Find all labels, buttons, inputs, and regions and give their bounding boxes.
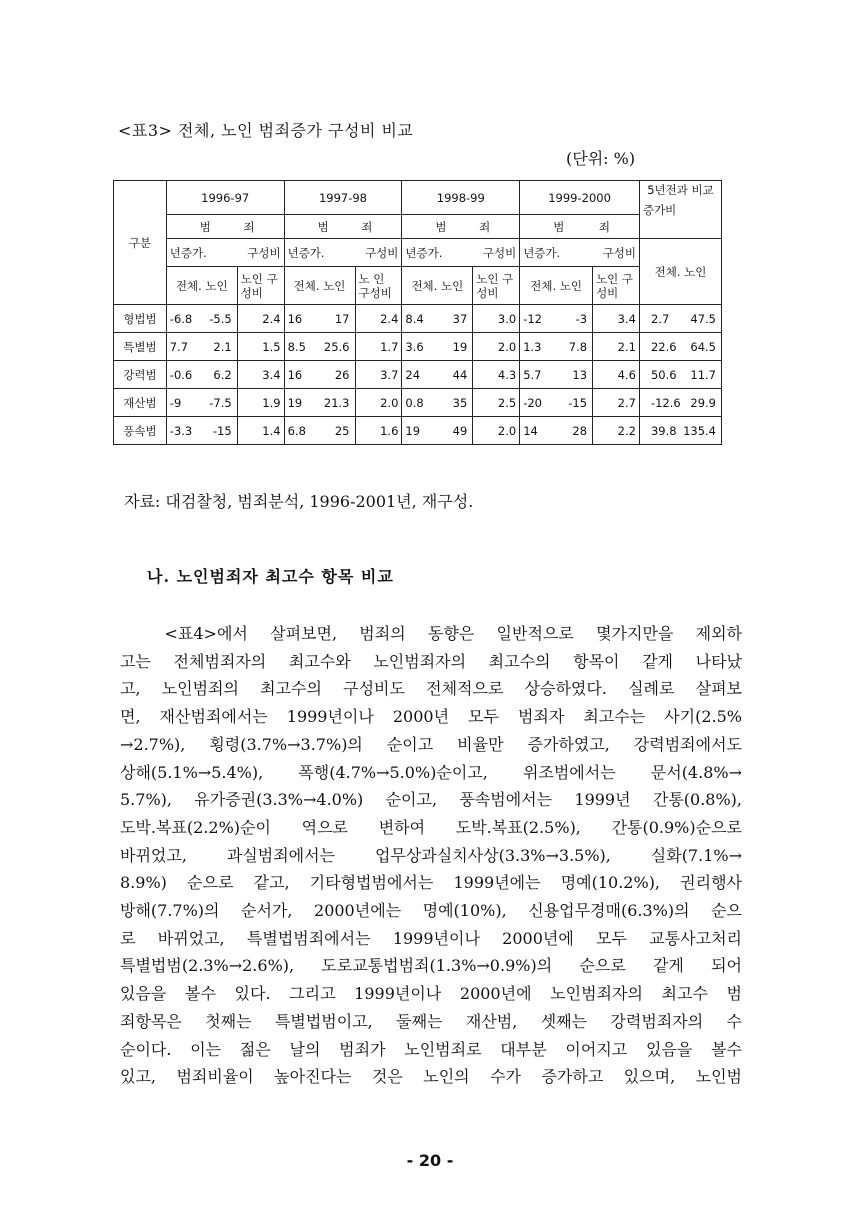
- crime-label: 범: [553, 219, 565, 234]
- five-year-cell: [639, 361, 721, 389]
- share-label: 구성비: [482, 245, 517, 260]
- elder-value: 28: [572, 423, 588, 438]
- elder-share-value: 3.7: [355, 361, 402, 389]
- total-elder-header: 전체. 노인: [284, 267, 355, 305]
- elder-value: 13: [572, 367, 588, 382]
- period-header: 1998-99: [402, 181, 520, 215]
- total-value: 8.5: [287, 339, 306, 354]
- yoy-label: 년증가.: [523, 245, 561, 260]
- elder-value: -7.5: [209, 395, 232, 410]
- elder-share-value: 1.9: [237, 389, 284, 417]
- elder-share-value: 2.4: [355, 305, 402, 333]
- elder-value: 6.2: [213, 367, 232, 382]
- comparison-table: [113, 180, 722, 445]
- table-row: [114, 389, 722, 417]
- elder-share-value: 2.0: [473, 333, 520, 361]
- elder-value: -15: [212, 423, 232, 438]
- elder-value: 21.3: [323, 395, 350, 410]
- total-value: 16: [287, 367, 303, 382]
- paragraph-line: 5.7%), 유가증권(3.3%→4.0%) 순이고, 풍속범에서는 1999년 간통(0.8%),: [120, 790, 742, 810]
- elder-value: 44: [452, 367, 468, 382]
- elder-share-value: 3.4: [237, 361, 284, 389]
- five-year-elder: 135.4: [683, 423, 716, 438]
- five-year-elder: 64.5: [690, 339, 716, 354]
- elder-share-value: 1.4: [237, 417, 284, 445]
- yoy-share-header: [402, 239, 520, 267]
- total-elder-cell: [520, 361, 593, 389]
- paragraph-line: 상해(5.1%→5.4%), 폭행(4.7%→5.0%)순이고, 위조범에서는 문서(4.8%→: [120, 762, 742, 782]
- yoy-share-header: [520, 239, 640, 267]
- share-label: 구성비: [365, 245, 399, 260]
- period-header: 1997-98: [284, 181, 402, 215]
- elder-share-value: 2.0: [473, 417, 520, 445]
- elder-share-value: 3.4: [593, 305, 640, 333]
- elder-share-header: 노 인 구성비: [355, 267, 402, 305]
- total-elder-header: 전체. 노인: [166, 267, 237, 305]
- paragraph-line: 고는 전체범죄자의 최고수와 노인범죄자의 최고수의 항목이 같게 나타났: [120, 651, 742, 671]
- elder-value: 25.6: [323, 339, 350, 354]
- elder-share-value: 1.7: [355, 333, 402, 361]
- page-number: - 20 -: [406, 1151, 454, 1170]
- paragraph-line: 있고, 범죄비율이 높아진다는 것은 노인의 수가 증가하고 있으며, 노인범: [120, 1067, 742, 1087]
- five-year-label: 5년전과 비교: [647, 183, 714, 197]
- total-elder-cell: [402, 389, 473, 417]
- five-year-total: 2.7: [650, 311, 670, 326]
- five-year-cell: [639, 389, 721, 417]
- period-header: 1996-97: [166, 181, 284, 215]
- elder-share-value: 2.5: [473, 389, 520, 417]
- source-note: 자료: 대검찰청, 범죄분석, 1996-2001년, 재구성.: [124, 492, 474, 511]
- paragraph-line: <표4>에서 살펴보면, 범죄의 동향은 일반적으로 몇가지만을 제외하: [120, 624, 742, 643]
- yoy-label: 년증가.: [287, 245, 325, 260]
- total-value: 8.4: [405, 311, 424, 326]
- crime-header: [166, 215, 284, 239]
- elder-value: 35: [452, 395, 468, 410]
- paragraph-line: 방해(7.7%)의 순서가, 2000년에는 명예(10%), 신용업무경매(6.3%)의 순으: [120, 901, 742, 921]
- total-elder-cell: [166, 305, 237, 333]
- total-elder-header: 전체. 노인: [520, 267, 593, 305]
- total-value: 19: [287, 395, 303, 410]
- elder-share-value: 3.0: [473, 305, 520, 333]
- table-row: [114, 305, 722, 333]
- total-elder-cell: [284, 361, 355, 389]
- five-year-elder: 11.7: [690, 367, 716, 382]
- total-elder-cell: [284, 333, 355, 361]
- five-year-sub: 증가비: [642, 203, 677, 217]
- total-elder-cell: [520, 305, 593, 333]
- body-paragraph: [120, 620, 742, 1091]
- total-value: 14: [523, 423, 538, 438]
- five-year-subheader: 전체. 노인: [639, 239, 721, 305]
- crime-label: 죄: [479, 219, 491, 234]
- total-elder-cell: [166, 333, 237, 361]
- paragraph-line: 바뀌었고, 과실범죄에서는 업무상과실치사상(3.3%→3.5%), 실화(7.1%→: [120, 845, 742, 865]
- total-elder-cell: [520, 389, 593, 417]
- total-elder-cell: [166, 417, 237, 445]
- total-elder-header: 전체. 노인: [402, 267, 473, 305]
- elder-value: -5.5: [209, 311, 232, 326]
- total-value: -3.3: [169, 423, 193, 438]
- elder-share-value: 2.0: [355, 389, 402, 417]
- total-elder-cell: [284, 305, 355, 333]
- crime-header: [284, 215, 402, 239]
- elder-value: -15: [568, 395, 588, 410]
- total-elder-cell: [402, 333, 473, 361]
- paragraph-line: 도박.복표(2.2%)순이 역으로 변하여 도박.복표(2.5%), 간통(0.9%)순으로: [120, 817, 742, 837]
- total-value: 19: [405, 423, 421, 438]
- elder-value: -3: [575, 311, 588, 326]
- paragraph-line: 죄항목은 첫째는 특별법범이고, 둘째는 재산범, 셋째는 강력범죄자의 수: [120, 1011, 742, 1031]
- row-label: 풍속범: [114, 417, 167, 445]
- elder-share-value: 2.7: [593, 389, 640, 417]
- total-value: 3.6: [405, 339, 424, 354]
- table-row: [114, 417, 722, 445]
- total-value: 1.3: [523, 339, 542, 354]
- unit-label: (단위: %): [566, 149, 636, 168]
- five-year-cell: [639, 333, 721, 361]
- elder-share-value: 2.1: [593, 333, 640, 361]
- crime-label: 범: [199, 219, 211, 234]
- elder-share-value: 2.4: [237, 305, 284, 333]
- section-heading: 나. 노인범죄자 최고수 항목 비교: [147, 567, 394, 586]
- paragraph-line: →2.7%), 횡령(3.7%→3.7%)의 순이고 비율만 증가하였고, 강력범죄에서도: [120, 734, 742, 754]
- elder-share-header: 노인 구성비: [473, 267, 520, 305]
- yoy-share-header: [284, 239, 402, 267]
- elder-value: 25: [334, 423, 350, 438]
- total-elder-cell: [166, 361, 237, 389]
- five-year-header: [639, 181, 721, 239]
- paragraph-line: 면, 재산범죄에서는 1999년이나 2000년 모두 범죄자 최고수는 사기(2.5%: [120, 707, 742, 727]
- five-year-cell: [639, 417, 721, 445]
- total-value: 5.7: [523, 367, 542, 382]
- row-label: 형법범: [114, 305, 167, 333]
- total-elder-cell: [520, 417, 593, 445]
- yoy-label: 년증가.: [405, 245, 443, 260]
- elder-value: 17: [334, 311, 350, 326]
- elder-value: 7.8: [568, 339, 588, 354]
- share-label: 구성비: [247, 245, 281, 260]
- elder-share-header: 노인 구성비: [593, 267, 640, 305]
- row-label: 재산범: [114, 389, 167, 417]
- total-elder-cell: [284, 389, 355, 417]
- five-year-total: 22.6: [650, 339, 677, 354]
- elder-value: 2.1: [213, 339, 232, 354]
- paragraph-line: 고, 노인범죄의 최고수의 구성비도 전체적으로 상승하였다. 실례로 살펴보: [120, 679, 742, 699]
- total-value: -20: [523, 395, 542, 410]
- crime-label: 죄: [598, 219, 610, 234]
- table-title: <표3> 전체, 노인 범죄증가 구성비 비교: [118, 121, 414, 140]
- elder-share-value: 1.5: [237, 333, 284, 361]
- crime-label: 범: [317, 219, 329, 234]
- total-value: -6.8: [169, 311, 193, 326]
- share-label: 구성비: [602, 245, 636, 260]
- total-elder-cell: [166, 389, 237, 417]
- total-value: -0.6: [169, 367, 193, 382]
- five-year-elder: 47.5: [690, 311, 716, 326]
- table-row: [114, 361, 722, 389]
- yoy-label: 년증가.: [169, 245, 207, 260]
- five-year-total: -12.6: [650, 395, 681, 410]
- five-year-total: 50.6: [650, 367, 677, 382]
- elder-value: 37: [452, 311, 468, 326]
- total-value: 6.8: [287, 423, 306, 438]
- row-label: 특별범: [114, 333, 167, 361]
- total-value: -12: [523, 311, 542, 326]
- five-year-cell: [639, 305, 721, 333]
- elder-share-value: 1.6: [355, 417, 402, 445]
- yoy-share-header: [166, 239, 284, 267]
- total-elder-cell: [402, 361, 473, 389]
- total-elder-cell: [402, 417, 473, 445]
- row-label: 강력범: [114, 361, 167, 389]
- total-elder-cell: [284, 417, 355, 445]
- elder-share-header: 노인 구성비: [237, 267, 284, 305]
- total-value: 0.8: [405, 395, 424, 410]
- elder-share-value: 2.2: [593, 417, 640, 445]
- paragraph-line: 순이다. 이는 젊은 날의 범죄가 노인범죄로 대부분 이어지고 있음을 볼수: [120, 1039, 742, 1059]
- period-header: 1999-2000: [520, 181, 640, 215]
- total-elder-cell: [520, 333, 593, 361]
- table-row: [114, 333, 722, 361]
- five-year-elder: 29.9: [690, 395, 716, 410]
- crime-header: [402, 215, 520, 239]
- crime-label: 범: [435, 219, 447, 234]
- total-elder-cell: [402, 305, 473, 333]
- elder-value: 26: [334, 367, 350, 382]
- corner-cell: 구분: [114, 181, 167, 305]
- total-value: 16: [287, 311, 303, 326]
- crime-label: 죄: [361, 219, 373, 234]
- crime-label: 죄: [243, 219, 255, 234]
- total-value: -9: [169, 395, 182, 410]
- elder-share-value: 4.3: [473, 361, 520, 389]
- total-value: 7.7: [169, 339, 189, 354]
- elder-share-value: 4.6: [593, 361, 640, 389]
- total-value: 24: [405, 367, 421, 382]
- elder-value: 19: [452, 339, 468, 354]
- paragraph-line: 로 바뀌었고, 특별법범죄에서는 1999년이나 2000년에 모두 교통사고처리: [120, 928, 742, 948]
- paragraph-line: 있음을 볼수 있다. 그리고 1999년이나 2000년에 노인범죄자의 최고수 범: [120, 984, 742, 1004]
- paragraph-line: 8.9%) 순으로 같고, 기타형법범에서는 1999년에는 명예(10.2%), 권리행사: [120, 873, 742, 893]
- elder-value: 49: [452, 423, 468, 438]
- five-year-total: 39.8: [650, 423, 677, 438]
- crime-header: [520, 215, 640, 239]
- paragraph-line: 특별법범(2.3%→2.6%), 도로교통법범죄(1.3%→0.9%)의 순으로 같게 되어: [120, 956, 742, 976]
